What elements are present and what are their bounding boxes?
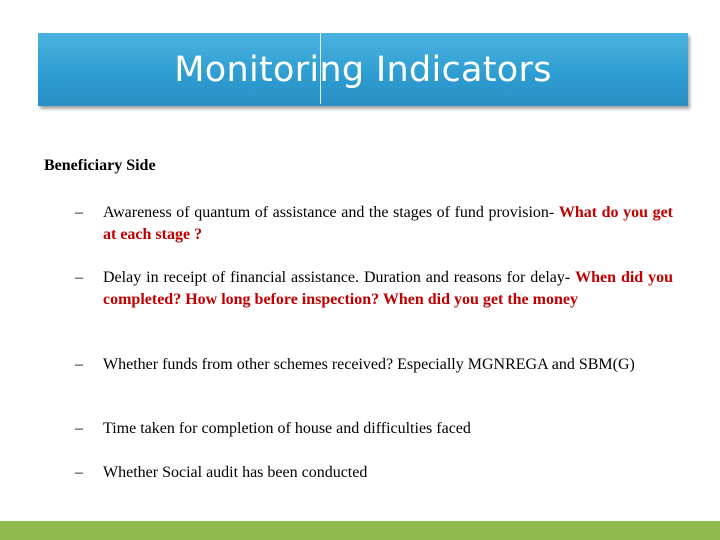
list-item bbox=[75, 267, 673, 311]
bullet-dash: – bbox=[75, 269, 83, 286]
footer-bar bbox=[0, 521, 720, 540]
list-item bbox=[75, 354, 673, 376]
item-highlight: What do you get at each stage ? bbox=[103, 204, 674, 243]
item-highlight: When did you completed? How long before inspection? When did you get the money bbox=[103, 269, 673, 308]
item-text: Time taken for completion of house and difficulties faced bbox=[103, 420, 471, 437]
bullet-dash: – bbox=[75, 420, 83, 437]
bullet-dash: – bbox=[75, 204, 83, 221]
bullet-dash: – bbox=[75, 356, 83, 373]
slide-title: Monitoring Indicators bbox=[174, 49, 552, 90]
section-heading: Beneficiary Side bbox=[44, 157, 156, 174]
item-text: Delay in receipt of financial assistance. Duration and reasons for delay- bbox=[103, 269, 576, 286]
list-item bbox=[75, 418, 673, 440]
list-item bbox=[75, 202, 673, 246]
item-text: Awareness of quantum of assistance and the stages of fund provision- bbox=[103, 204, 559, 221]
list-item bbox=[75, 462, 673, 484]
item-text: Whether Social audit has been conducted bbox=[103, 464, 368, 481]
bullet-dash: – bbox=[75, 464, 83, 481]
item-text: Whether funds from other schemes received? Especially MGNREGA and SBM(G) bbox=[103, 356, 635, 373]
